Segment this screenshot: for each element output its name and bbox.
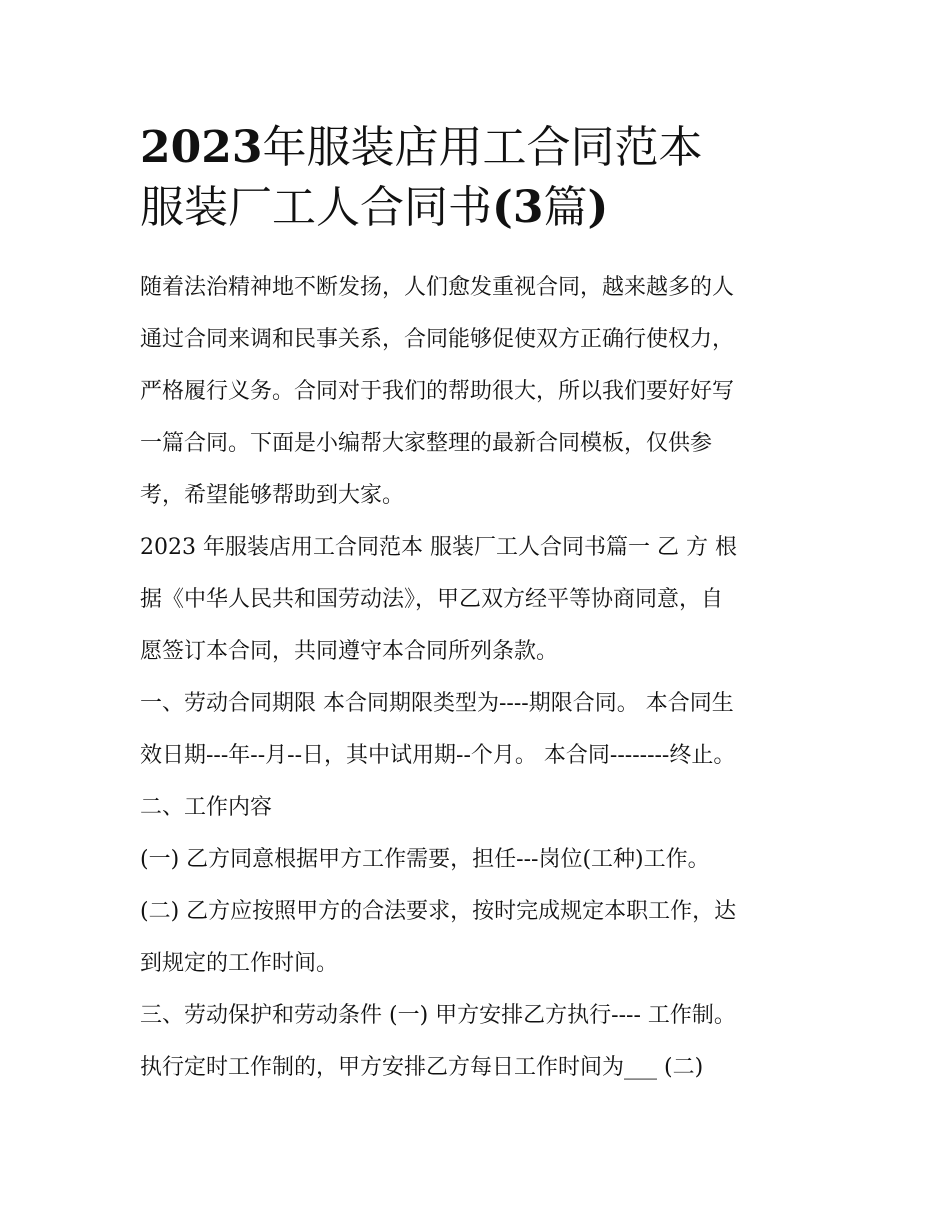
paragraph-line: 严格履行义务。合同对于我们的帮助很大，所以我们要好好写 — [140, 379, 735, 404]
document-page — [140, 118, 820, 1094]
document-title — [140, 118, 820, 238]
title-year: 2023 — [140, 122, 263, 173]
title-line-1 — [140, 118, 820, 178]
paragraph-line: 一、劳动合同期限 本合同期限类型为----期限合同。 本合同生 — [140, 691, 734, 716]
paragraph-item-1 — [140, 834, 820, 886]
paragraph-line: 执行定时工作制的，甲方安排乙方每日工作时间为___ (二) — [140, 1055, 704, 1080]
title-count-open: (3 — [492, 182, 544, 233]
paragraph-line: 愿签订本合同，共同遵守本合同所列条款。 — [140, 639, 559, 664]
document-body — [140, 262, 820, 1094]
paragraph-line: 考，希望能够帮助到大家。 — [140, 483, 405, 508]
paragraph-line: 通过合同来调和民事关系，合同能够促使双方正确行使权力， — [140, 327, 735, 352]
paragraph-line: 随着法治精神地不断发扬，人们愈发重视合同，越来越多的人 — [140, 275, 735, 300]
section-heading-work-content — [140, 782, 820, 834]
title-count-close: ) — [587, 182, 609, 233]
paragraph-line: 到规定的工作时间。 — [140, 951, 339, 976]
title-line-2-text: 服装厂工人合同书 — [140, 182, 492, 233]
paragraph-intro — [140, 262, 820, 522]
paragraph-line: 三、劳动保护和劳动条件 (一) 甲方安排乙方执行---- 工作制。 — [140, 1003, 736, 1028]
paragraph-labor-protection — [140, 990, 820, 1094]
title-count-unit: 篇 — [543, 182, 588, 233]
paragraph-line: (一) 乙方同意根据甲方工作需要，担任---岗位(工种)工作。 — [140, 847, 710, 872]
paragraph-line: 效日期---年--月--日，其中试用期--个月。 本合同--------终止。 — [140, 743, 736, 768]
paragraph-line: 2023 年服装店用工合同范本 服装厂工人合同书篇一 乙 方 根 — [140, 535, 737, 560]
title-line-1-text: 年服装店用工合同范本 — [262, 122, 703, 173]
title-line-2 — [140, 178, 820, 238]
paragraph-contract-one — [140, 522, 820, 678]
paragraph-line: 一篇合同。下面是小编帮大家整理的最新合同模板，仅供参 — [140, 431, 713, 456]
paragraph-line: (二) 乙方应按照甲方的合法要求，按时完成规定本职工作，达 — [140, 899, 737, 924]
paragraph-line: 据《中华人民共和国劳动法》，甲乙双方经平等协商同意，自 — [140, 587, 724, 612]
paragraph-item-2 — [140, 886, 820, 990]
paragraph-term — [140, 678, 820, 782]
paragraph-line: 二、工作内容 — [140, 795, 273, 820]
